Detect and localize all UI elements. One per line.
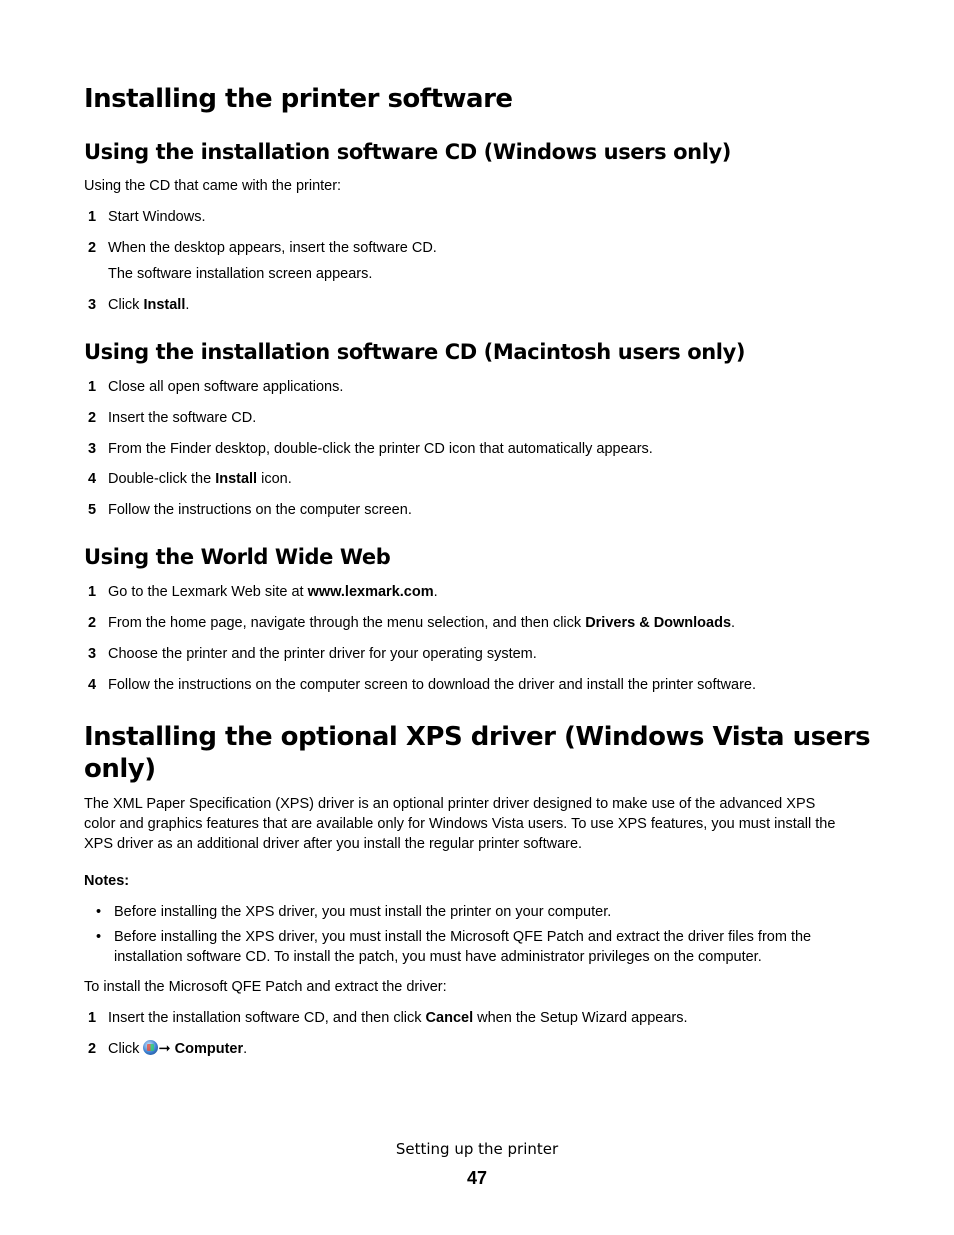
step-text: Follow the instructions on the computer screen. bbox=[108, 502, 412, 518]
step-text: Click ➞ Computer. bbox=[108, 1041, 248, 1057]
xps-paragraph-line1: The XML Paper Specification (XPS) driver is an optional printer driver designed to make use of the advanced XPS bbox=[84, 796, 816, 812]
step-number: 1 bbox=[88, 209, 97, 225]
heading-macintosh-cd: Using the installation software CD (Macintosh users only) bbox=[84, 340, 746, 364]
step-text: Insert the software CD. bbox=[108, 410, 257, 426]
cancel-bold: Cancel bbox=[425, 1010, 474, 1026]
heading-windows-cd: Using the installation software CD (Windows users only) bbox=[84, 140, 731, 164]
step-number: 3 bbox=[88, 297, 97, 313]
bullet-dot: • bbox=[96, 929, 102, 945]
bullet-text: Before installing the XPS driver, you must install the printer on your computer. bbox=[114, 904, 612, 920]
step-text: Insert the installation software CD, and then click Cancel when the Setup Wizard appears. bbox=[108, 1010, 688, 1026]
arrow-icon: ➞ bbox=[158, 1041, 171, 1057]
step-text: Click Install. bbox=[108, 297, 190, 313]
notes-label: Notes: bbox=[84, 873, 130, 889]
install-bold: Install bbox=[143, 297, 186, 313]
step-text: When the desktop appears, insert the software CD. bbox=[108, 240, 437, 256]
step-number: 2 bbox=[88, 240, 97, 256]
step-number: 4 bbox=[88, 677, 97, 693]
bullet-text: installation software CD. To install the patch, you must have administrator privileges on the computer. bbox=[114, 949, 762, 965]
step-text: Double-click the Install icon. bbox=[108, 471, 292, 487]
page-number: 47 bbox=[466, 1168, 488, 1188]
step-number: 2 bbox=[88, 1041, 97, 1057]
windows-step-2-result: The software installation screen appears. bbox=[108, 266, 373, 282]
step-number: 2 bbox=[88, 615, 97, 631]
heading-xps-driver-line1: Installing the optional XPS driver (Windows Vista users bbox=[84, 722, 871, 752]
step-text: Choose the printer and the printer driver for your operating system. bbox=[108, 646, 537, 662]
heading-world-wide-web: Using the World Wide Web bbox=[84, 545, 391, 569]
windows-cd-intro: Using the CD that came with the printer: bbox=[84, 178, 342, 194]
drivers-downloads-bold: Drivers & Downloads bbox=[585, 615, 732, 631]
bullet-dot: • bbox=[96, 904, 102, 920]
heading-installing-printer-software: Installing the printer software bbox=[84, 84, 513, 114]
step-text: Go to the Lexmark Web site at www.lexmark.com. bbox=[108, 584, 438, 600]
heading-xps-driver-line2: only) bbox=[84, 754, 156, 784]
step-text: From the home page, navigate through the menu selection, and then click Drivers & Downloads. bbox=[108, 615, 736, 631]
xps-paragraph-line2: color and graphics features that are available only for Windows Vista users. To use XPS features, you must install the bbox=[84, 816, 836, 832]
install-bold: Install bbox=[215, 471, 258, 487]
step-text: Follow the instructions on the computer screen to download the driver and install the printer software. bbox=[108, 677, 757, 693]
xps-paragraph-line3: XPS driver as an additional driver after you install the regular printer software. bbox=[84, 836, 583, 852]
step-number: 3 bbox=[88, 441, 97, 457]
step-number: 5 bbox=[88, 502, 97, 518]
windows-start-icon bbox=[143, 1040, 158, 1055]
step-number: 4 bbox=[88, 471, 97, 487]
step-number: 1 bbox=[88, 379, 97, 395]
footer-section-title: Setting up the printer bbox=[395, 1140, 559, 1158]
step-number: 1 bbox=[88, 584, 97, 600]
qfe-intro: To install the Microsoft QFE Patch and extract the driver: bbox=[84, 979, 447, 995]
step-text: Start Windows. bbox=[108, 209, 206, 225]
step-number: 2 bbox=[88, 410, 97, 426]
lexmark-url: www.lexmark.com bbox=[307, 584, 434, 600]
computer-bold: Computer bbox=[174, 1041, 244, 1057]
bullet-text: Before installing the XPS driver, you must install the Microsoft QFE Patch and extract the driver files from the bbox=[114, 929, 812, 945]
step-number: 1 bbox=[88, 1010, 97, 1026]
step-text: From the Finder desktop, double-click the printer CD icon that automatically appears. bbox=[108, 441, 653, 457]
step-text: Close all open software applications. bbox=[108, 379, 344, 395]
step-number: 3 bbox=[88, 646, 97, 662]
